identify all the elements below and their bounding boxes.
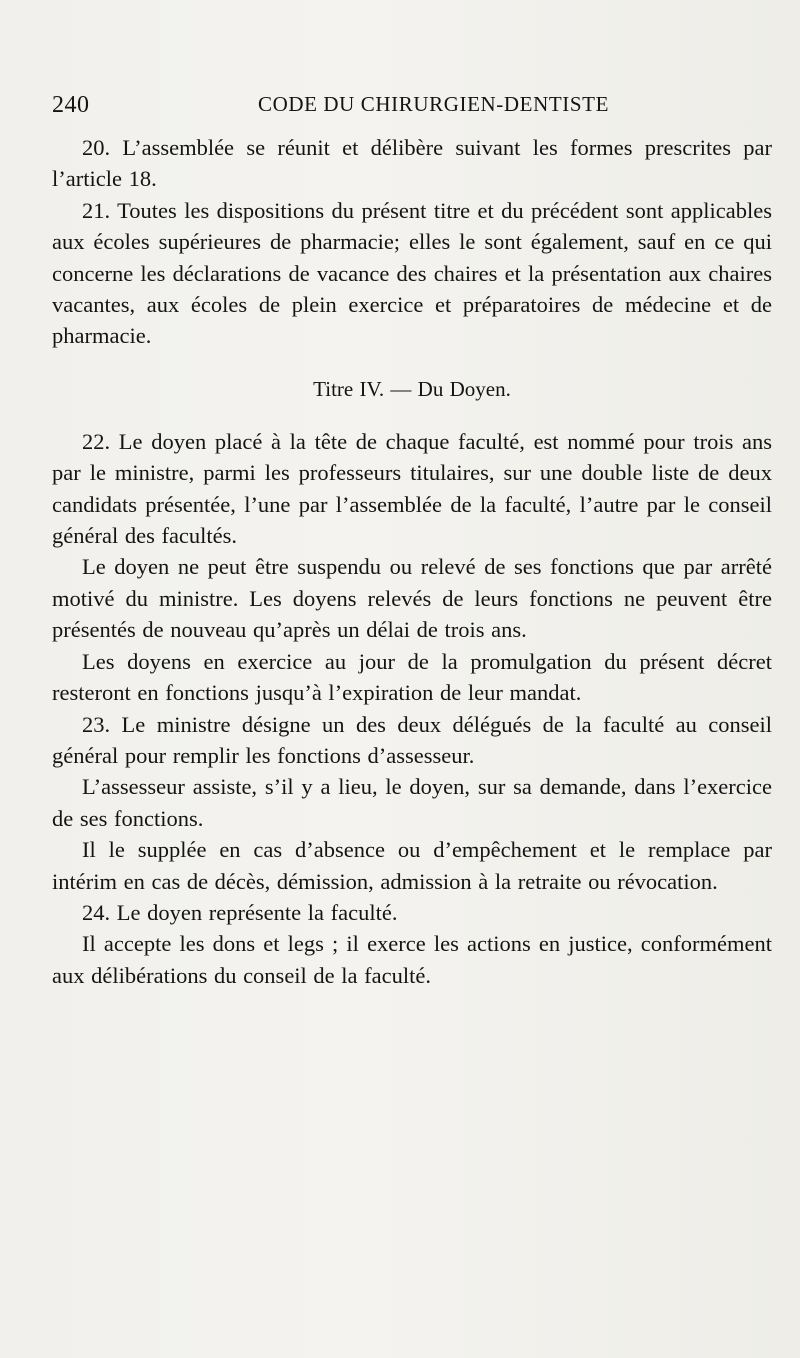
paragraph-22-suspension: Le doyen ne peut être suspendu ou relevé de ses fonctions que par arrêté motivé du ministre. Les doyens relevés de leurs fonctions ne peuvent être présentés de nouveau qu’après un délai de trois ans.: [52, 554, 772, 643]
running-header: [52, 92, 772, 132]
paragraph-22: 22. Le doyen placé à la tête de chaque faculté, est nommé pour trois ans par le ministre, parmi les professeurs titulaires, sur une double liste de deux candidats présentée, l’une par l’assemblée de la faculté, l’autre par le conseil général des facultés.: [52, 428, 772, 549]
paragraph-23-replacement: Il le supplée en cas d’absence ou d’empêchement et le remplace par intérim en cas de décès, démission, admission à la retraite ou révocation.: [52, 837, 772, 894]
paragraph-21: 21. Toutes les dispositions du présent titre et du précédent sont applicables aux écoles supérieures de pharmacie; elles le sont également, sauf en ce qui concerne les déclarations de vacance des chaires et la présentation aux chaires vacantes, aux écoles de plein exercice et préparatoires de médecine et de pharmacie.: [52, 197, 772, 349]
paragraph-24-legacies: Il accepte les dons et legs ; il exerce les actions en justice, conformément aux délibérations du conseil de la faculté.: [52, 931, 772, 988]
section-title: Titre IV. — Du Doyen.: [313, 376, 511, 401]
body-text: [52, 132, 772, 991]
page-number: 240: [52, 92, 90, 118]
paragraph-24: 24. Le doyen représente la faculté.: [82, 899, 398, 925]
paragraph-20: 20. L’assemblée se réunit et délibère suivant les formes prescrites par l’article 18.: [52, 135, 772, 192]
running-title: CODE DU CHIRURGIEN-DENTISTE: [258, 92, 610, 116]
paragraph-22-current-deans: Les doyens en exercice au jour de la promulgation du présent décret resteront en fonctions jusqu’à l’expiration de leur mandat.: [52, 648, 772, 706]
paragraph-23: 23. Le ministre désigne un des deux délégués de la faculté au conseil général pour remplir les fonctions d’assesseur.: [52, 711, 772, 768]
paragraph-23-assessor: L’assesseur assiste, s’il y a lieu, le doyen, sur sa demande, dans l’exercice de ses fonctions.: [52, 774, 772, 831]
